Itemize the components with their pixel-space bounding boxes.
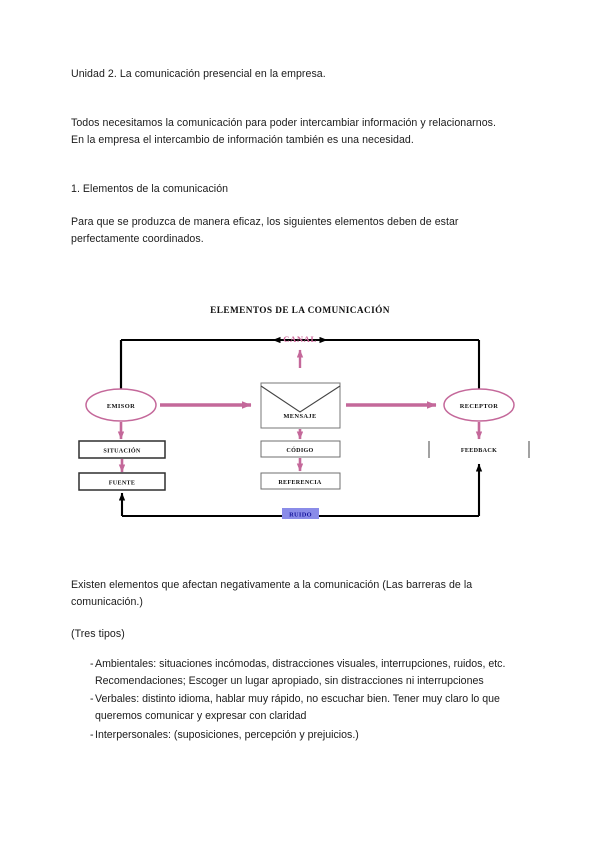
diagram-node-referencia: REFERENCIA <box>278 480 322 486</box>
list-item <box>71 656 531 690</box>
list-item <box>71 691 531 725</box>
diagram-title: ELEMENTOS DE LA COMUNICACIÓN <box>210 306 390 316</box>
diagram-node-canal: CANAL <box>283 334 317 344</box>
section-1-heading: 1. Elementos de la comunicación <box>71 183 229 195</box>
page-title: Unidad 2. La comunicación presencial en la empresa. <box>71 68 326 80</box>
diagram-node-emisor: EMISOR <box>106 403 136 410</box>
bullet-text: Verbales: distinto idioma, hablar muy rápido, no escuchar bien. Tener muy claro lo que queremos comunicar y expresar con claridad <box>95 693 500 723</box>
diagram-node-ruido: RUIDO <box>289 511 312 519</box>
diagram-node-mensaje: MENSAJE <box>283 413 317 420</box>
diagram-node-mensaje-shape <box>261 383 340 428</box>
bullet-text: Ambientales: situaciones incómodas, distracciones visuales, interrupciones, ruidos, etc. Recomendaciones; Escoger un lugar apropiado, sin distracciones ni interrupciones <box>95 658 506 688</box>
list-item <box>71 727 531 744</box>
diagram-node-codigo: CÓDIGO <box>286 448 314 454</box>
bullet-marker: - <box>90 728 94 741</box>
barriers-list <box>71 656 531 745</box>
communication-elements-diagram <box>65 298 535 548</box>
section-1-paragraph: Para que se produzca de manera eficaz, los siguientes elementos deben de estar perfectamente coordinados. <box>71 216 459 246</box>
bullet-text: Interpersonales: (suposiciones, percepción y prejuicios.) <box>95 728 359 741</box>
diagram-node-situacion: SITUACIÓN <box>103 448 141 455</box>
diagram-node-receptor: RECEPTOR <box>459 403 499 410</box>
bullet-marker: - <box>90 693 94 706</box>
diagram-node-feedback: FEEDBACK <box>460 448 498 454</box>
bullet-marker: - <box>90 658 94 670</box>
types-label: (Tres tipos) <box>71 628 125 640</box>
intro-paragraph: Todos necesitamos la comunicación para poder intercambiar información y relacionarnos. En la empresa el intercambio de información también es una necesidad. <box>71 117 496 147</box>
barriers-paragraph: Existen elementos que afectan negativamente a la comunicación (Las barreras de la comunicación.) <box>71 579 473 609</box>
diagram-node-fuente: FUENTE <box>108 480 136 487</box>
